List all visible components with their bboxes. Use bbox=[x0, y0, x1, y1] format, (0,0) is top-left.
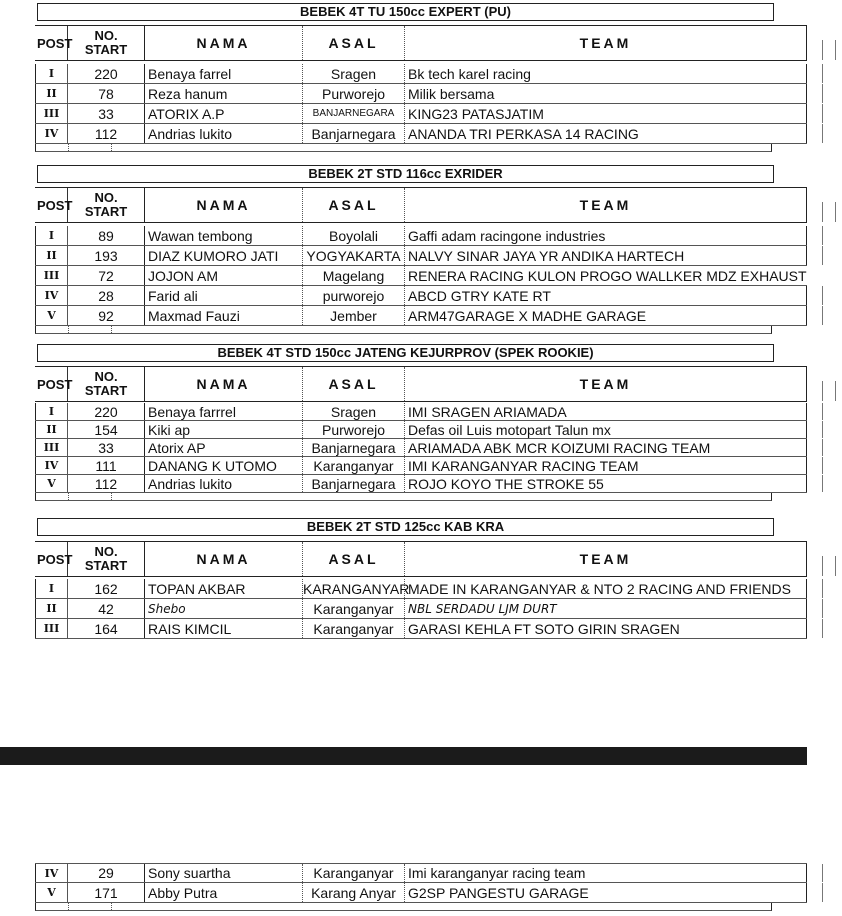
table-spacer bbox=[35, 144, 772, 152]
col-nama: NAMA bbox=[145, 26, 303, 60]
table-row: V 112 Andrias lukito Banjarnegara ROJO KOYO THE STROKE 55 bbox=[35, 475, 807, 493]
table-row: IV 29 Sony suartha Karanganyar Imi karanganyar racing team bbox=[35, 863, 807, 883]
table-row: IV 28 Farid ali purworejo ABCD GTRY KATE RT bbox=[35, 286, 807, 306]
col-no-start: NO. START bbox=[68, 26, 145, 60]
col-pos: POST bbox=[35, 26, 68, 60]
col-asal: ASAL bbox=[303, 26, 405, 60]
table-row: II 42 Shebo Karanganyar NBL SERDADU LJM DURT bbox=[35, 599, 807, 619]
table-row: III 72 JOJON AM Magelang RENERA RACING KULON PROGO WALLKER MDZ EXHAUST bbox=[35, 266, 807, 286]
table-header: POST NO. START NAMA ASAL TEAM bbox=[35, 541, 807, 577]
table-row: I 89 Wawan tembong Boyolali Gaffi adam racingone industries bbox=[35, 226, 807, 246]
table-row: II 154 Kiki ap Purworejo Defas oil Luis motopart Talun mx bbox=[35, 421, 807, 439]
table-title: BEBEK 4T TU 150cc EXPERT (PU) bbox=[37, 3, 774, 21]
table-row: IV 112 Andrias lukito Banjarnegara ANANDA TRI PERKASA 14 RACING bbox=[35, 124, 807, 144]
table-row: III 33 Atorix AP Banjarnegara ARIAMADA ABK MCR KOIZUMI RACING TEAM bbox=[35, 439, 807, 457]
table-header: POST NO. START NAMA ASAL TEAM bbox=[35, 187, 807, 223]
col-team: TEAM bbox=[405, 26, 807, 60]
page-break-band bbox=[0, 747, 807, 765]
table-spacer bbox=[35, 903, 772, 911]
table-row: II 193 DIAZ KUMORO JATI YOGYAKARTA NALVY SINAR JAYA YR ANDIKA HARTECH bbox=[35, 246, 807, 266]
table-title: BEBEK 2T STD 116cc EXRIDER bbox=[37, 165, 774, 183]
table-title: BEBEK 2T STD 125cc KAB KRA bbox=[37, 518, 774, 536]
table-header: POST NO. START NAMA ASAL TEAM bbox=[35, 366, 807, 402]
table-row: V 171 Abby Putra Karang Anyar G2SP PANGESTU GARAGE bbox=[35, 883, 807, 903]
table-row: I 220 Benaya farrrel Sragen IMI SRAGEN ARIAMADA bbox=[35, 403, 807, 421]
table-title: BEBEK 4T STD 150cc JATENG KEJURPROV (SPEK ROOKIE) bbox=[37, 344, 774, 362]
table-row: IV 111 DANANG K UTOMO Karanganyar IMI KARANGANYAR RACING TEAM bbox=[35, 457, 807, 475]
table-header bbox=[35, 25, 807, 61]
table-row: III 164 RAIS KIMCIL Karanganyar GARASI KEHLA FT SOTO GIRIN SRAGEN bbox=[35, 619, 807, 639]
table-row: I 162 TOPAN AKBAR KARANGANYAR MADE IN KARANGANYAR & NTO 2 RACING AND FRIENDS bbox=[35, 579, 807, 599]
table-row: II 78 Reza hanum Purworejo Milik bersama bbox=[35, 84, 807, 104]
table-spacer bbox=[35, 493, 772, 501]
table-row: I 220 Benaya farrel Sragen Bk tech karel racing bbox=[35, 64, 807, 84]
table-row: III 33 ATORIX A.P BANJARNEGARA KING23 PATASJATIM bbox=[35, 104, 807, 124]
table-row: V 92 Maxmad Fauzi Jember ARM47GARAGE X MADHE GARAGE bbox=[35, 306, 807, 326]
table-spacer bbox=[35, 326, 772, 334]
